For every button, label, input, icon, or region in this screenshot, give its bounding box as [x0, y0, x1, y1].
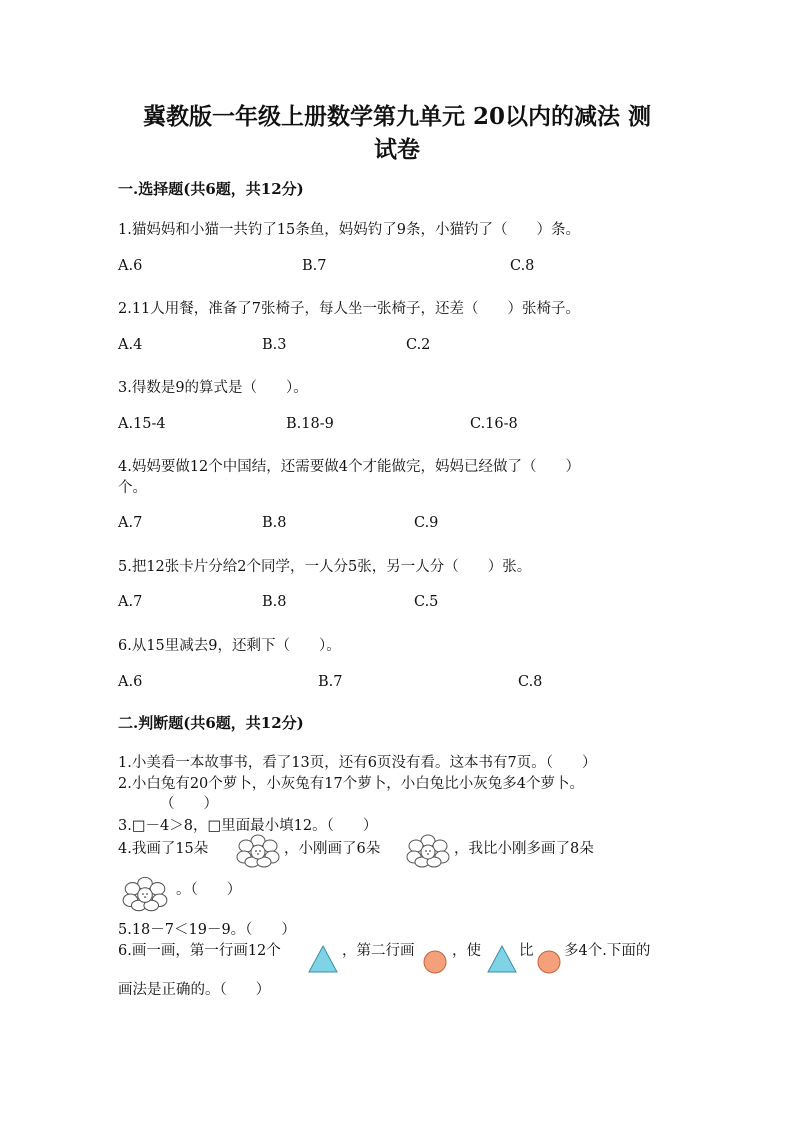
option-5b: B.8 [262, 594, 287, 610]
judge-4-part4: 。（ ） [176, 882, 242, 898]
question-3: 3.得数是9的算式是（ ）。 [118, 380, 308, 396]
page-title: 冀教版一年级上册数学第九单元 20以内的减法 测 [142, 103, 652, 130]
option-4c: C.9 [414, 515, 439, 531]
judge-4-part1: 4.我画了15朵 [118, 841, 209, 857]
question-4: 4.妈妈要做12个中国结，还需要做4个才能做完，妈妈已经做了（ ） [118, 459, 581, 475]
option-5a: A.7 [118, 594, 143, 610]
judge-4-part3: ，我比小刚多画了8朵 [454, 841, 594, 857]
triangle-icon [308, 945, 338, 973]
circle-icon [423, 950, 447, 974]
flower-icon [120, 876, 170, 912]
option-3c: C.16-8 [470, 416, 518, 432]
option-1c: C.8 [510, 258, 535, 274]
option-2b: B.3 [262, 337, 287, 353]
judge-4-part2: ，小刚画了6朵 [284, 841, 381, 857]
question-5: 5.把12张卡片分给2个同学，一人分5张，另一人分（ ）张。 [118, 559, 532, 575]
option-3a: A.15-4 [118, 416, 166, 432]
judge-5: 5.18－7＜19－9。（ ） [118, 922, 296, 938]
judge-2-cont: （ ） [160, 796, 218, 812]
page-title-cont: 试卷 [374, 136, 420, 163]
judge-6-part5: 多4个.下面的 [564, 943, 651, 959]
judge-3: 3.□－4＞8，□里面最小填12。（ ） [118, 818, 378, 834]
option-5c: C.5 [414, 594, 439, 610]
flower-icon [234, 834, 282, 868]
option-2c: C.2 [406, 337, 431, 353]
option-1a: A.6 [118, 258, 143, 274]
flower-icon [404, 834, 452, 868]
section-heading-judge: 二.判断题(共6题，共12分) [118, 714, 304, 732]
judge-2: 2.小白兔有20个萝卜，小灰兔有17个萝卜，小白兔比小灰兔多4个萝卜。 [118, 776, 584, 792]
judge-6-cont: 画法是正确的。（ ） [118, 982, 271, 998]
option-1b: B.7 [302, 258, 327, 274]
option-4a: A.7 [118, 515, 143, 531]
judge-6-part2: ，第二行画 [342, 943, 415, 959]
question-6: 6.从15里减去9，还剩下（ ）。 [118, 638, 341, 654]
judge-1: 1.小美看一本故事书，看了13页，还有6页没有看。这本书有7页。（ ） [118, 755, 597, 771]
judge-6-part3: ，使 [452, 943, 481, 959]
triangle-icon [487, 945, 517, 973]
option-6a: A.6 [118, 674, 143, 690]
circle-icon [537, 950, 561, 974]
option-6c: C.8 [518, 674, 543, 690]
question-2: 2.11人用餐，准备了7张椅子，每人坐一张椅子，还差（ ）张椅子。 [118, 301, 581, 317]
option-4b: B.8 [262, 515, 287, 531]
option-2a: A.4 [118, 337, 143, 353]
option-3b: B.18-9 [286, 416, 334, 432]
section-heading-choice: 一.选择题(共6题，共12分) [118, 180, 304, 198]
question-1: 1.猫妈妈和小猫一共钓了15条鱼，妈妈钓了9条，小猫钓了（ ）条。 [118, 222, 581, 238]
judge-6-part1: 6.画一画，第一行画12个 [118, 943, 281, 959]
question-4-cont: 个。 [118, 480, 147, 496]
judge-6-part4: 比 [519, 943, 534, 959]
option-6b: B.7 [318, 674, 343, 690]
